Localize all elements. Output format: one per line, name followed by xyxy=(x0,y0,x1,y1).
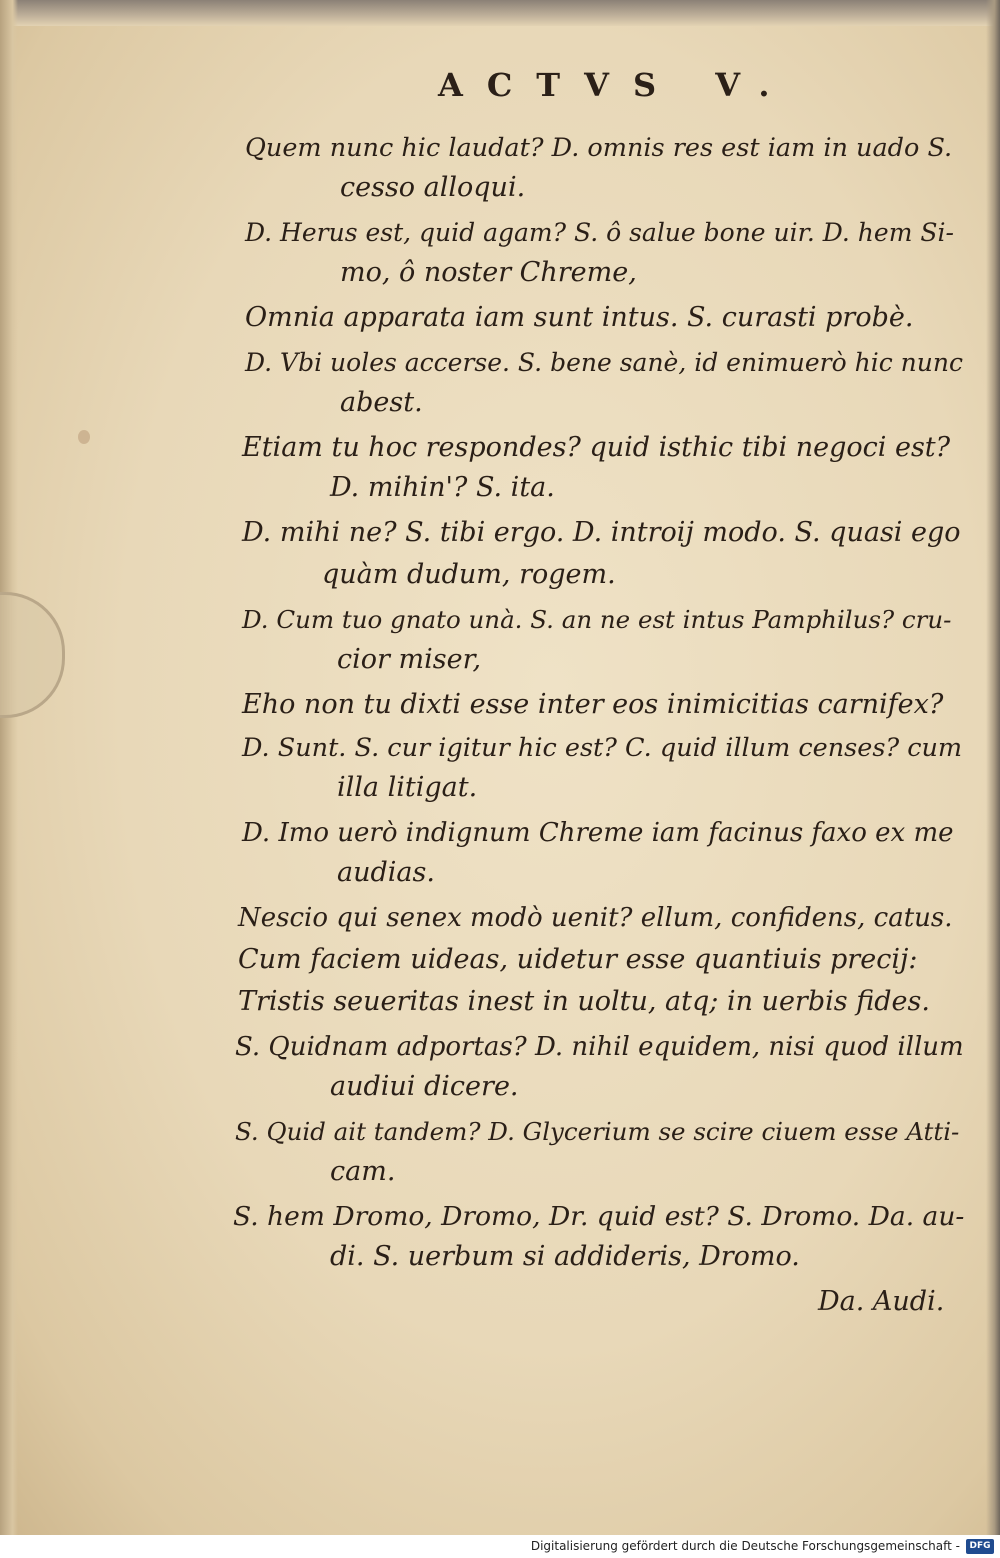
text-line: di. S. uerbum si addideris, Dromo. xyxy=(330,1241,800,1272)
catchword: Da. Audi. xyxy=(818,1286,945,1317)
text-line: mo, ô noster Chreme, xyxy=(340,257,637,288)
text-line: illa litigat. xyxy=(337,772,478,803)
text-line: Quem nunc hic laudat? D. omnis res est iam in uado S. xyxy=(245,133,953,163)
text-line: Cum faciem uideas, uidetur esse quantiuis precij: xyxy=(238,944,918,975)
text-line: cesso alloqui. xyxy=(340,172,526,203)
text-line: D. Herus est, quid agam? S. ô salue bone uir. D. hem Si- xyxy=(245,218,954,247)
text-line: audias. xyxy=(337,857,435,888)
text-line: D. Sunt. S. cur igitur hic est? C. quid illum censes? cum xyxy=(242,733,963,763)
text-line: cam. xyxy=(330,1156,396,1187)
text-line: Nescio qui senex modò uenit? ellum, confidens, catus. xyxy=(238,903,953,933)
text-line: S. hem Dromo, Dromo, Dr. quid est? S. Dromo. Da. au- xyxy=(233,1201,965,1232)
text-line: D. mihin'? S. ita. xyxy=(330,472,555,503)
running-header: ACTVS V. xyxy=(438,66,794,104)
text-line: S. Quidnam adportas? D. nihil equidem, nisi quod illum xyxy=(235,1032,964,1062)
text-line: Tristis seueritas inest in uoltu, atq; in uerbis fides. xyxy=(238,986,930,1017)
text-line: quàm dudum, rogem. xyxy=(322,559,616,590)
text-line: audiui dicere. xyxy=(330,1071,519,1102)
dfg-logo: DFG xyxy=(966,1539,994,1554)
text-line: Omnia apparata iam sunt intus. S. curasti probè. xyxy=(245,302,914,333)
digitization-footer xyxy=(0,1535,1000,1558)
funding-credit: Digitalisierung gefördert durch die Deutsche Forschungsgemeinschaft - xyxy=(530,1539,960,1553)
text-line: S. Quid ait tandem? D. Glycerium se scire ciuem esse Atti- xyxy=(235,1117,960,1146)
text-line: abest. xyxy=(340,387,423,418)
text-line: cior miser, xyxy=(337,644,482,675)
text-line: D. Cum tuo gnato unà. S. an ne est intus Pamphilus? cru- xyxy=(242,605,952,634)
text-line: D. Imo uerò indignum Chreme iam facinus faxo ex me xyxy=(242,818,954,848)
text-line: Etiam tu hoc respondes? quid isthic tibi negoci est? xyxy=(242,432,951,463)
text-line: Eho non tu dixti esse inter eos inimicitias carnifex? xyxy=(242,689,944,720)
text-line: D. Vbi uoles accerse. S. bene sanè, id enimuerò hic nunc xyxy=(245,348,963,377)
text-line: D. mihi ne? S. tibi ergo. D. introij modo. S. quasi ego xyxy=(242,517,961,548)
